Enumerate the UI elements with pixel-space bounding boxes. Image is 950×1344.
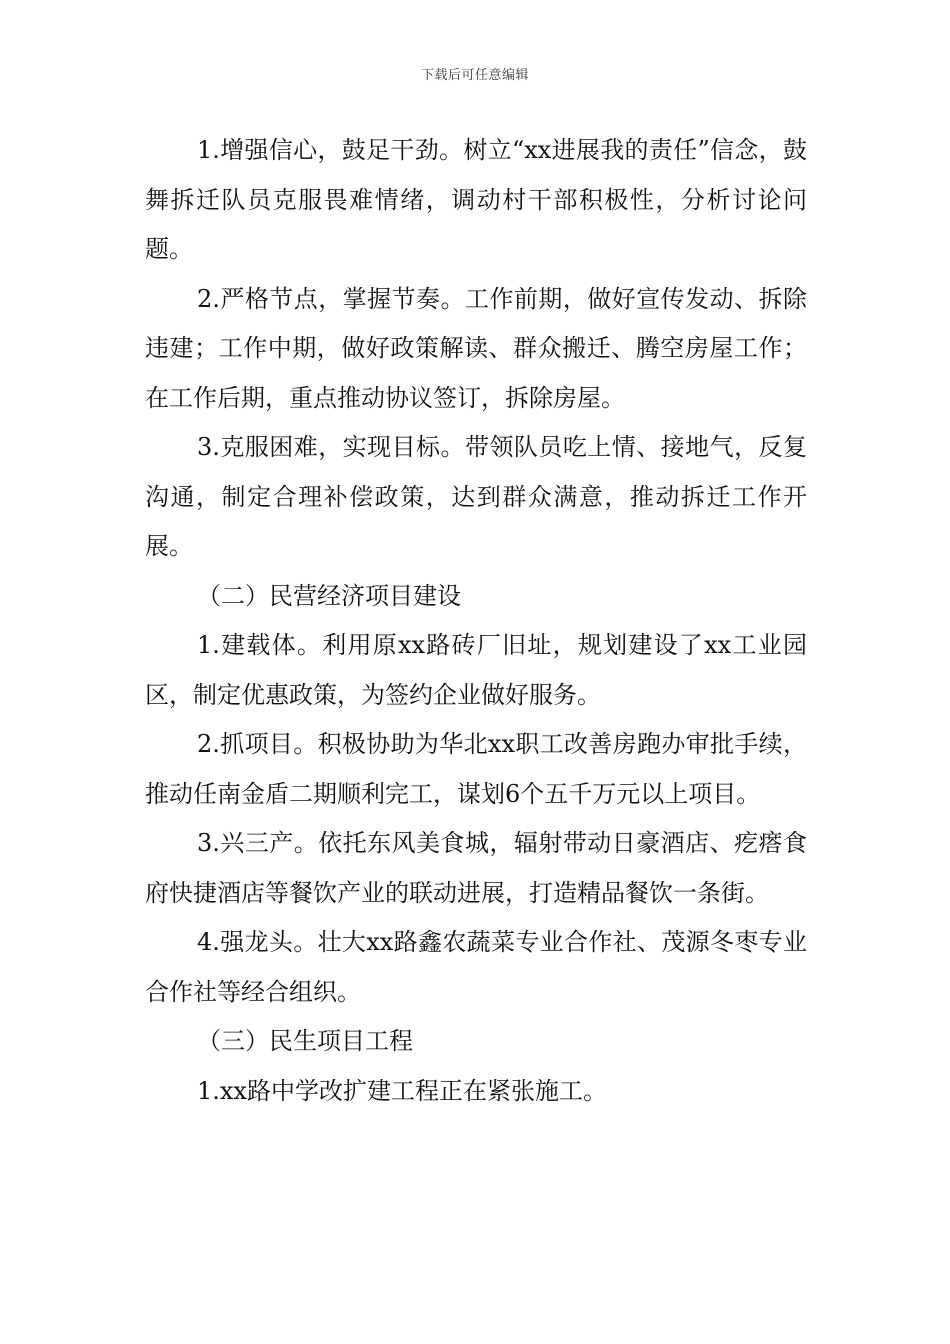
paragraph-tertiary-industry: 3.兴三产。依托东风美食城，辐射带动日豪酒店、疙瘩食府快捷酒店等餐饮产业的联动进展，打造精品餐饮一条街。	[145, 829, 807, 907]
section-heading-private-economy: （二）民营经济项目建设	[197, 581, 461, 610]
page-header: 下载后可任意编辑	[420, 68, 529, 83]
section-heading-livelihood: （三）民生项目工程	[197, 1027, 413, 1055]
paragraph-projects: 2.抓项目。积极协助为华北xx职工改善房跑办审批手续，推动任南金盾二期顺利完工，谋划6个五千万元以上项目。	[145, 730, 807, 808]
paragraph-difficulties: 3.克服困难，实现目标。带领队员吃上情、接地气，反复沟通，制定合理补偿政策，达到群众满意，推动拆迁工作开展。	[145, 433, 807, 560]
paragraph-school-expansion: 1.xx路中学改扩建工程正在紧张施工。	[197, 1076, 607, 1105]
document-body	[145, 126, 807, 1116]
paragraph-leading-enterprises: 4.强龙头。壮大xx路鑫农蔬菜专业合作社、茂源冬枣专业合作社等经合组织。	[145, 928, 807, 1006]
paragraph-build-carrier: 1.建载体。利用原xx路砖厂旧址，规划建设了xx工业园区，制定优惠政策，为签约企业做好服务。	[145, 631, 807, 709]
paragraph-confidence: 1.增强信心，鼓足干劲。树立“xx进展我的责任”信念，鼓舞拆迁队员克服畏难情绪，调动村干部积极性，分析讨论问题。	[145, 136, 807, 263]
paragraph-milestones: 2.严格节点，掌握节奏。工作前期，做好宣传发动、拆除违建；工作中期，做好政策解读、群众搬迁、腾空房屋工作；在工作后期，重点推动协议签订，拆除房屋。	[145, 284, 807, 412]
